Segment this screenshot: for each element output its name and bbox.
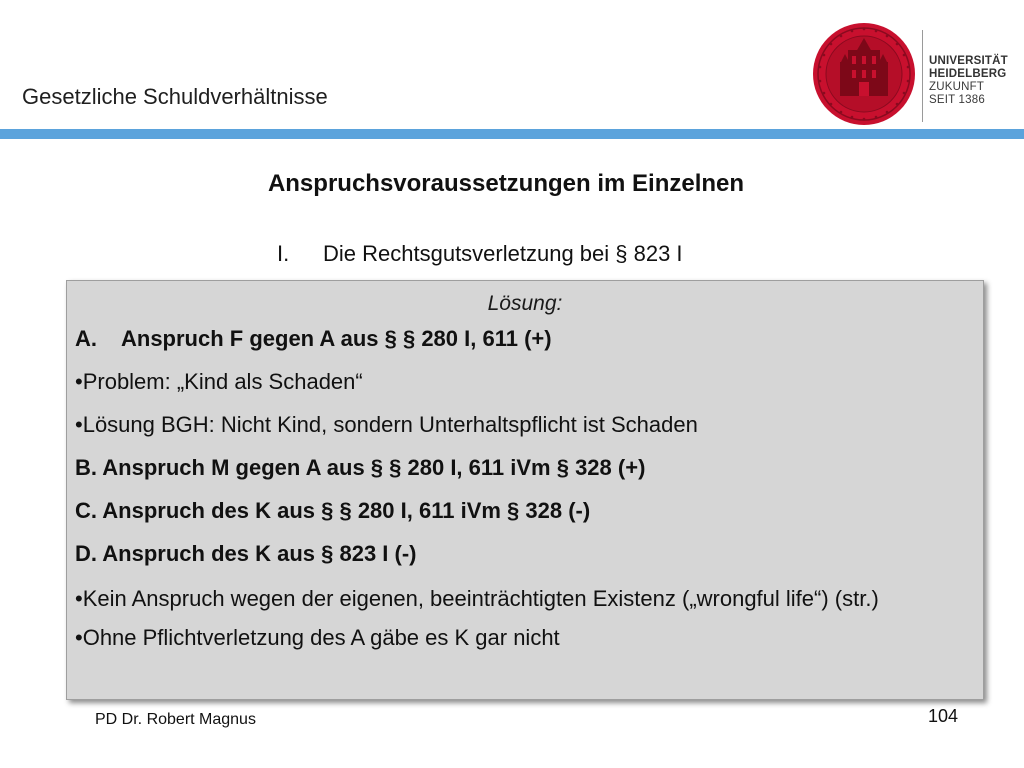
slide-header-title: Gesetzliche Schuldverhältnisse [22,84,328,109]
subheading-number: I. [277,241,290,266]
claim-a [75,324,975,354]
claim-a-text: Anspruch F gegen A aus § § 280 I, 611 (+) [121,326,552,351]
claim-b: B. Anspruch M gegen A aus § § 280 I, 611 iVm § 328 (+) [75,455,646,480]
page-number: 104 [928,706,959,726]
logo-divider [922,30,923,122]
university-wordmark [929,55,1008,107]
footer-author: PD Dr. Robert Magnus [95,711,256,728]
claim-c: C. Anspruch des K aus § § 280 I, 611 iVm § 328 (-) [75,498,591,523]
claim-d: D. Anspruch des K aus § 823 I (-) [75,541,417,566]
header-accent-bar [0,129,1024,139]
solution-box [66,280,984,700]
university-seal-icon [812,22,916,126]
university-logo [812,22,1012,128]
subheading-text: Die Rechtsgutsverletzung bei § 823 I [323,241,683,266]
bullet-bgh-solution: •Lösung BGH: Nicht Kind, sondern Unterhaltspflicht ist Schaden [75,412,698,437]
slide-heading: Anspruchsvoraussetzungen im Einzelnen [267,170,745,197]
bullet-problem: •Problem: „Kind als Schaden“ [75,369,363,394]
bullet-no-breach: •Ohne Pflichtverletzung des A gäbe es K gar nicht [75,625,560,650]
slide-subheading [277,241,683,267]
wordmark-line-2: HEIDELBERG [929,68,1007,80]
wordmark-line-1: UNIVERSITÄT [929,55,1008,67]
bullet-wrongful-life: •Kein Anspruch wegen der eigenen, beeinträchtigten Existenz („wrongful life“) (str.) [75,586,879,611]
solution-title: Lösung: [487,292,563,315]
wordmark-line-4: SEIT 1386 [929,94,985,106]
wordmark-line-3: ZUKUNFT [929,81,985,93]
claim-a-letter: A. [75,326,97,351]
